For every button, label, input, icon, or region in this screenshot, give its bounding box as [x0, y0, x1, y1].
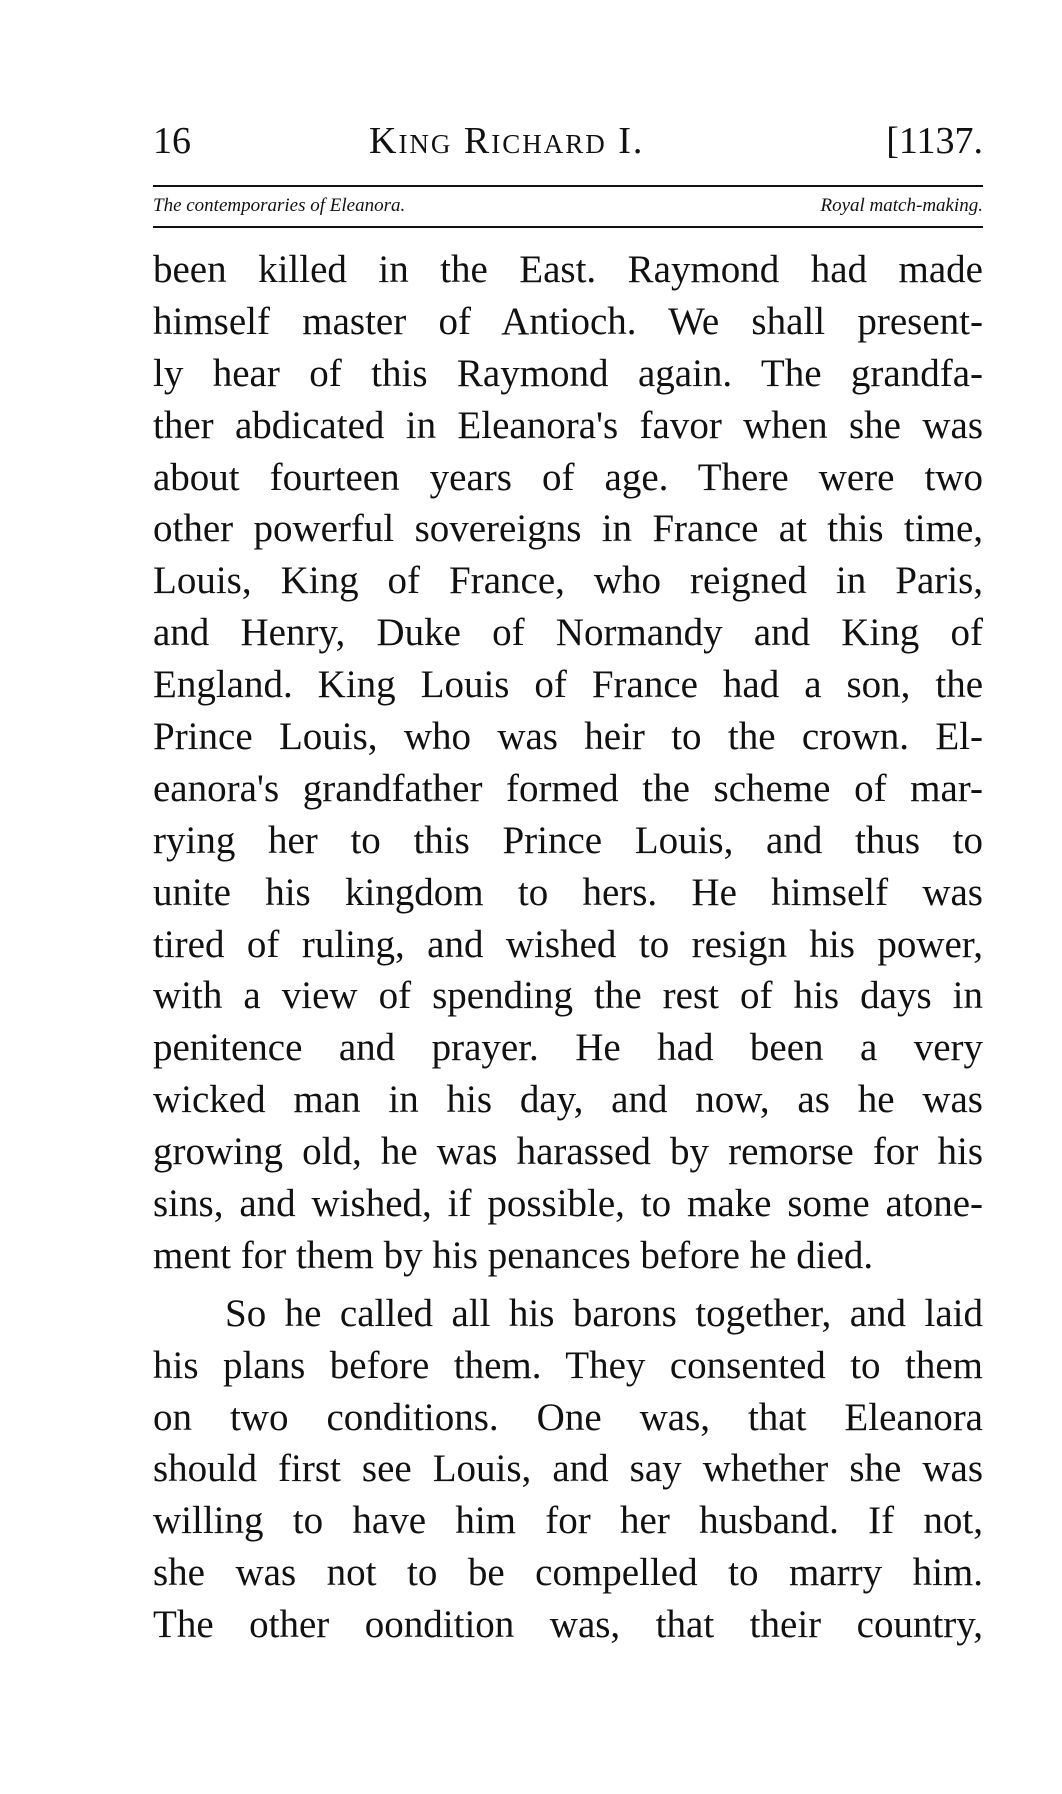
- page-number: 16: [153, 120, 191, 162]
- text-line: on two conditions. One was, that Eleanora: [153, 1395, 983, 1439]
- text-line: eanora's grandfather formed the scheme of mar-: [153, 766, 983, 810]
- subheader-rule: [153, 226, 983, 228]
- text-line: sins, and wished, if possible, to make some atone-: [153, 1182, 983, 1226]
- book-title: King Richard I.: [369, 120, 645, 162]
- paragraph-2: [153, 1288, 983, 1651]
- text-line: with a view of spending the rest of his days in: [153, 974, 983, 1018]
- text-line: England. King Louis of France had a son, the: [153, 663, 983, 707]
- year-marker: [1137.: [886, 120, 983, 162]
- text-line: been killed in the East. Raymond had made: [153, 248, 983, 291]
- text-line: wicked man in his day, and now, as he was: [153, 1078, 983, 1122]
- text-line: growing old, he was harassed by remorse for his: [153, 1130, 983, 1174]
- text-line: unite his kingdom to hers. He himself was: [153, 870, 983, 914]
- subheader-left: The contemporaries of Eleanora.: [153, 195, 406, 216]
- text-line: Prince Louis, who was heir to the crown. El-: [153, 715, 983, 759]
- body-text: [153, 244, 983, 1651]
- text-line: willing to have him for her husband. If not,: [153, 1499, 983, 1543]
- text-line: rying her to this Prince Louis, and thus to: [153, 818, 983, 862]
- text-line: tired of ruling, and wished to resign his power,: [153, 922, 983, 966]
- paragraph-1: [153, 244, 983, 1282]
- text-line: other powerful sovereigns in France at this time,: [153, 507, 983, 551]
- text-line: So he called all his barons together, and laid: [225, 1291, 983, 1335]
- header-rule: [153, 185, 983, 187]
- text-line: she was not to be compelled to marry him.: [153, 1551, 983, 1595]
- text-line: himself master of Antioch. We shall present-: [153, 299, 983, 343]
- subheader: [153, 193, 983, 219]
- text-line: Louis, King of France, who reigned in Paris,: [153, 559, 983, 603]
- text-line: penitence and prayer. He had been a very: [153, 1026, 983, 1070]
- text-line: ment for them by his penances before he died.: [153, 1233, 874, 1277]
- text-line: The other oondition was, that their country,: [153, 1603, 983, 1647]
- text-line: his plans before them. They consented to them: [153, 1343, 983, 1387]
- text-line: ther abdicated in Eleanora's favor when she was: [153, 403, 983, 447]
- text-line: about fourteen years of age. There were two: [153, 455, 983, 499]
- text-line: and Henry, Duke of Normandy and King of: [153, 611, 983, 655]
- text-line: ly hear of this Raymond again. The grandfa-: [153, 351, 983, 395]
- running-head: [153, 116, 983, 166]
- subheader-right: Royal match-making.: [820, 195, 983, 216]
- text-line: should first see Louis, and say whether she was: [153, 1447, 983, 1491]
